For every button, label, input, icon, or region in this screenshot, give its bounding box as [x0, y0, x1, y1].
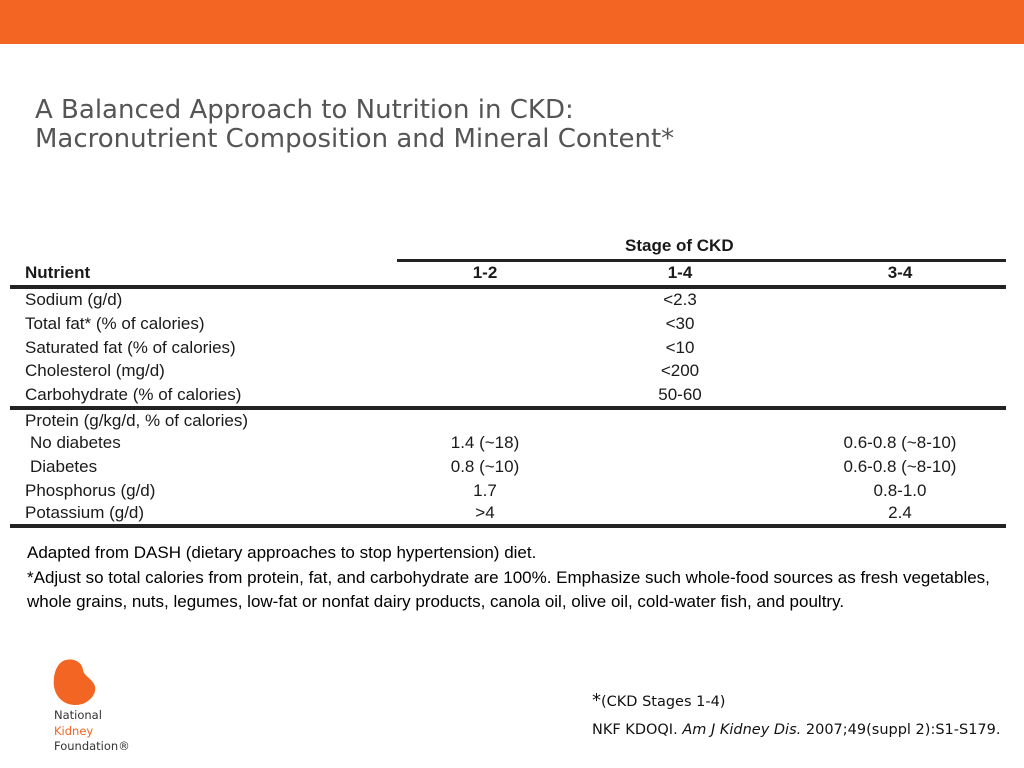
- header-rule: [397, 259, 1006, 262]
- nutrition-table: [10, 232, 1006, 528]
- logo-line-kidney: Kidney: [54, 723, 94, 738]
- stage-header-3-4: 3-4: [887, 263, 913, 282]
- section-divider-rule: [10, 406, 1006, 410]
- table-cell: <10: [665, 338, 695, 357]
- stage-header-1-4: 1-4: [667, 263, 693, 282]
- table-notes: [27, 541, 1007, 615]
- table-cell: >4: [475, 503, 495, 522]
- table-row-label: Saturated fat (% of calories): [25, 338, 236, 357]
- table-row-label: Carbohydrate (% of calories): [25, 385, 242, 404]
- table-cell: 1.4 (~18): [450, 433, 520, 452]
- slide-title-line-2: Macronutrient Composition and Mineral Content*: [35, 124, 675, 154]
- table-top-rule: [10, 285, 1006, 289]
- logo-wordmark: [54, 708, 130, 755]
- table-cell: 1.7: [473, 481, 497, 500]
- stage-group-header: Stage of CKD: [625, 236, 734, 255]
- table-row-label: Cholesterol (mg/d): [25, 361, 165, 380]
- top-banner: [0, 0, 1024, 44]
- slide-title-line-1: A Balanced Approach to Nutrition in CKD:: [35, 95, 574, 125]
- citation-journal: Am J Kidney Dis.: [682, 722, 802, 738]
- citation-suffix: 2007;49(suppl 2):S1-S179.: [801, 722, 1001, 738]
- citation-prefix: NKF KDOQI.: [592, 722, 683, 738]
- table-row-label: Total fat* (% of calories): [25, 314, 205, 333]
- table-cell: <200: [660, 361, 700, 380]
- table-cell: 2.4: [888, 503, 912, 522]
- logo-line-foundation: Foundation®: [54, 739, 130, 753]
- table-cell: <30: [665, 314, 695, 333]
- note-adapted: Adapted from DASH (dietary approaches to stop hypertension) diet.: [27, 543, 537, 562]
- table-row-label: Sodium (g/d): [25, 290, 123, 309]
- table-cell: 0.6-0.8 (~8-10): [843, 457, 957, 476]
- table-cell: 0.6-0.8 (~8-10): [843, 433, 957, 452]
- stages-text: (CKD Stages 1-4): [601, 694, 726, 710]
- table-cell: 50-60: [658, 385, 702, 404]
- nutrient-column-header: Nutrient: [25, 263, 91, 282]
- table-row-label: Potassium (g/d): [25, 503, 145, 522]
- table-row-label: Protein (g/kg/d, % of calories): [25, 411, 248, 430]
- note-adjust: *Adjust so total calories from protein, fat, and carbohydrate are 100%. Emphasize such whole-food sources as fresh vegetables, whole grains, nuts, legumes, low-fat or nonfat dairy products, canola oil, olive oil, cold-water fish, and poultry.: [27, 567, 990, 611]
- table-cell: 0.8-1.0: [873, 481, 927, 500]
- table-cell: 0.8 (~10): [450, 457, 520, 476]
- citation: [592, 722, 1000, 738]
- table-row-label: No diabetes: [30, 433, 121, 452]
- table-row-label: Diabetes: [30, 457, 98, 476]
- stages-note: [592, 690, 725, 711]
- slide-title: [35, 96, 674, 154]
- table-bottom-rule: [10, 524, 1006, 528]
- stage-header-1-2: 1-2: [472, 263, 498, 282]
- stages-asterisk: *: [592, 690, 601, 711]
- table-row-label: Phosphorus (g/d): [25, 481, 156, 500]
- logo-line-national: National: [54, 708, 102, 722]
- table-cell: <2.3: [663, 290, 697, 309]
